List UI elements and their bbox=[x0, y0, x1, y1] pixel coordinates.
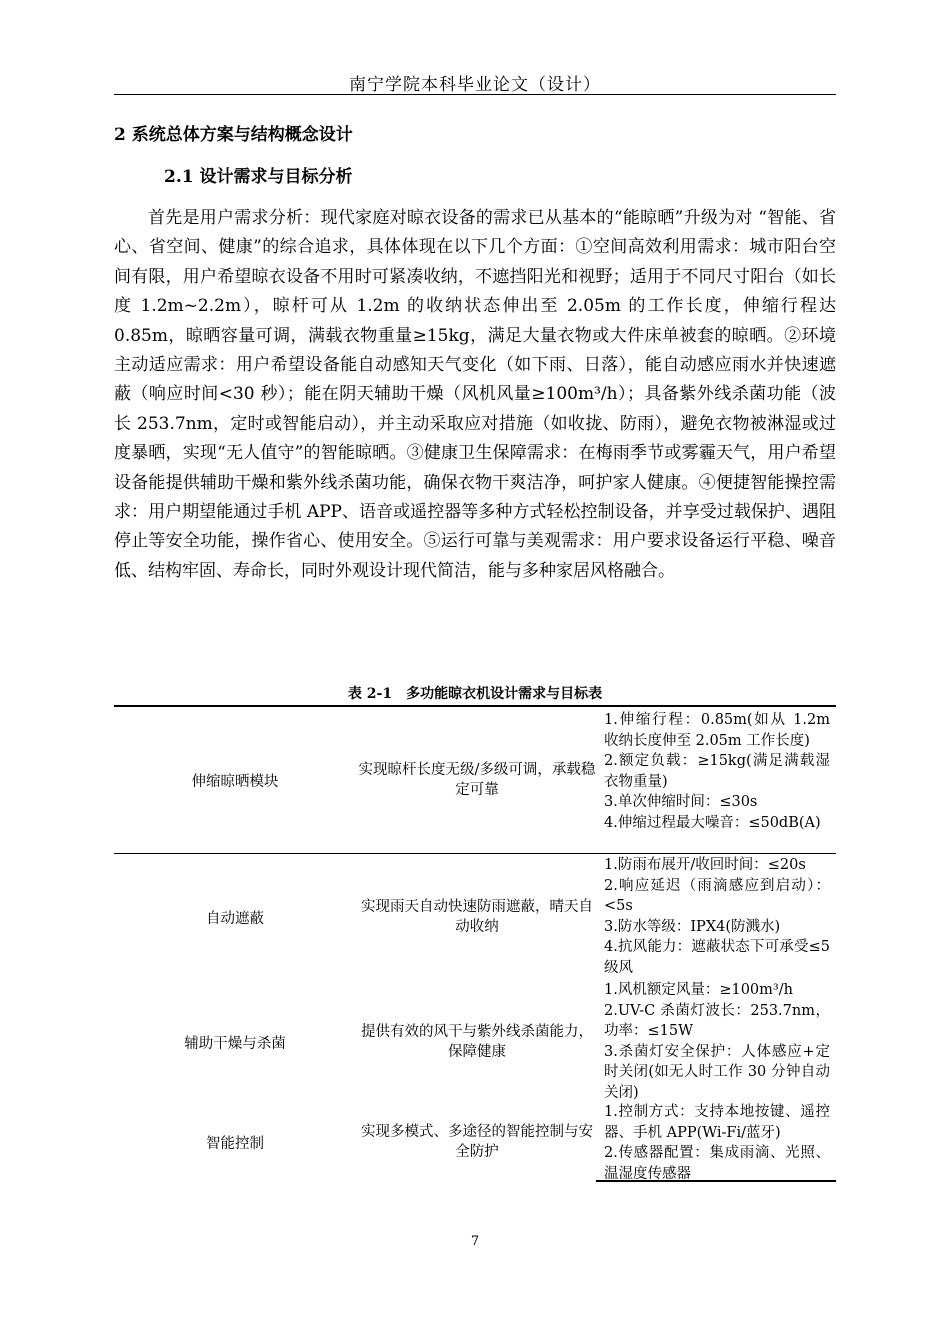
table-top-rule bbox=[114, 705, 836, 707]
spec-cell bbox=[604, 710, 830, 833]
spec-item: 2.UV-C 杀菌灯波长：253.7nm，功率：≤15W bbox=[604, 1002, 830, 1039]
spec-item: 1.风机额定风量：≥100m³/h bbox=[604, 982, 793, 998]
goal-cell: 实现雨天自动快速防雨遮蔽，晴天自动收纳 bbox=[361, 899, 593, 935]
spec-item: 1.伸缩行程：0.85m(如从 1.2m 收纳长度伸至 2.05m 工作长度) bbox=[604, 712, 830, 749]
spec-item: 2.响应延迟（雨滴感应到启动）：<5s bbox=[604, 877, 830, 914]
spec-cell bbox=[604, 855, 830, 978]
goal-cell: 提供有效的风干与紫外线杀菌能力，保障健康 bbox=[361, 1024, 593, 1060]
table-caption: 表 2-1 多功能晾衣机设计需求与目标表 bbox=[347, 686, 603, 702]
spec-item: 2.额定负载：≥15kg(满足满载湿衣物重量) bbox=[604, 753, 830, 790]
table-bottom-rule bbox=[596, 1180, 836, 1182]
spec-item: 1.控制方式：支持本地按键、遥控器、手机 APP(Wi-Fi/蓝牙) bbox=[604, 1104, 830, 1141]
spec-cell bbox=[604, 980, 830, 1103]
spec-item: 3.杀菌灯安全保护：人体感应+定时关闭(如无人时工作 30 分钟自动关闭) bbox=[604, 1043, 830, 1101]
spec-item: 1.防雨布展开/收回时间：≤20s bbox=[604, 857, 806, 873]
row-divider bbox=[114, 853, 836, 854]
module-cell: 辅助干燥与杀菌 bbox=[184, 1036, 286, 1052]
subsection-heading: 2.1 设计需求与目标分析 bbox=[164, 167, 353, 187]
module-cell: 智能控制 bbox=[206, 1136, 264, 1152]
module-cell: 伸缩晾晒模块 bbox=[191, 774, 279, 790]
module-cell: 自动遮蔽 bbox=[206, 911, 264, 927]
goal-cell: 实现多模式、多途径的智能控制与安全防护 bbox=[361, 1124, 593, 1160]
spec-item: 3.单次伸缩时间：≤30s bbox=[604, 794, 758, 810]
header-rule bbox=[114, 94, 836, 95]
spec-cell bbox=[604, 1102, 830, 1184]
goal-cell: 实现晾杆长度无级/多级可调，承载稳定可靠 bbox=[358, 762, 596, 798]
body-paragraph: 首先是用户需求分析：现代家庭对晾衣设备的需求已从基本的“能晾晒”升级为对 “智能、省心、省空间、健康”的综合追求，具体体现在以下几个方面：①空间高效利用需求：城市阳台空间有限，用户希望晾衣设备不用时可紧凑收纳，不遮挡阳光和视野；适用于不同尺寸阳台（如长度 1.2m~2.2m），晾杆可从 1.2m 的收纳状态伸出至 2.05m 的工作长度，伸缩行程达 0.85m，晾晒容量可调，满载衣物重量≥15kg，满足大量衣物或大件床单被套的晾晒。②环境主动适应需求：用户希望设备能自动感知天气变化（如下雨、日落），能自动感应雨水并快速遮蔽（响应时间<30 秒）；能在阴天辅助干燥（风机风量≥100m³/h）；具备紫外线杀菌功能（波长 253.7nm，定时或智能启动），并主动采取应对措施（如收拢、防雨），避免衣物被淋湿或过度暴晒，实现“无人值守”的智能晾晒。③健康卫生保障需求：在梅雨季节或雾霾天气，用户希望设备能提供辅助干燥和紫外线杀菌功能，确保衣物干爽洁净，呵护家人健康。④便捷智能操控需求：用户期望能通过手机 APP、语音或遥控器等多种方式轻松控制设备，并享受过载保护、遇阻停止等安全功能，操作省心、使用安全。⑤运行可靠与美观需求：用户要求设备运行平稳、噪音低、结构牢固、寿命长，同时外观设计现代简洁，能与多种家居风格融合。 bbox=[114, 208, 836, 581]
page-number: 7 bbox=[470, 1234, 480, 1249]
page-header-title: 南宁学院本科毕业论文（设计） bbox=[349, 75, 601, 95]
spec-item: 2.传感器配置：集成雨滴、光照、温湿度传感器 bbox=[604, 1145, 830, 1182]
table-row bbox=[114, 1102, 836, 1180]
table-row bbox=[114, 855, 836, 977]
table-row bbox=[114, 980, 836, 1102]
spec-item: 3.防水等级：IPX4(防溅水) bbox=[604, 918, 781, 935]
section-heading: 2 系统总体方案与结构概念设计 bbox=[114, 125, 353, 145]
table-row bbox=[114, 708, 836, 852]
spec-item: 4.伸缩过程最大噪音：≤50dB(A) bbox=[604, 814, 821, 831]
spec-item: 4.抗风能力：遮蔽状态下可承受≤5 级风 bbox=[604, 939, 830, 976]
